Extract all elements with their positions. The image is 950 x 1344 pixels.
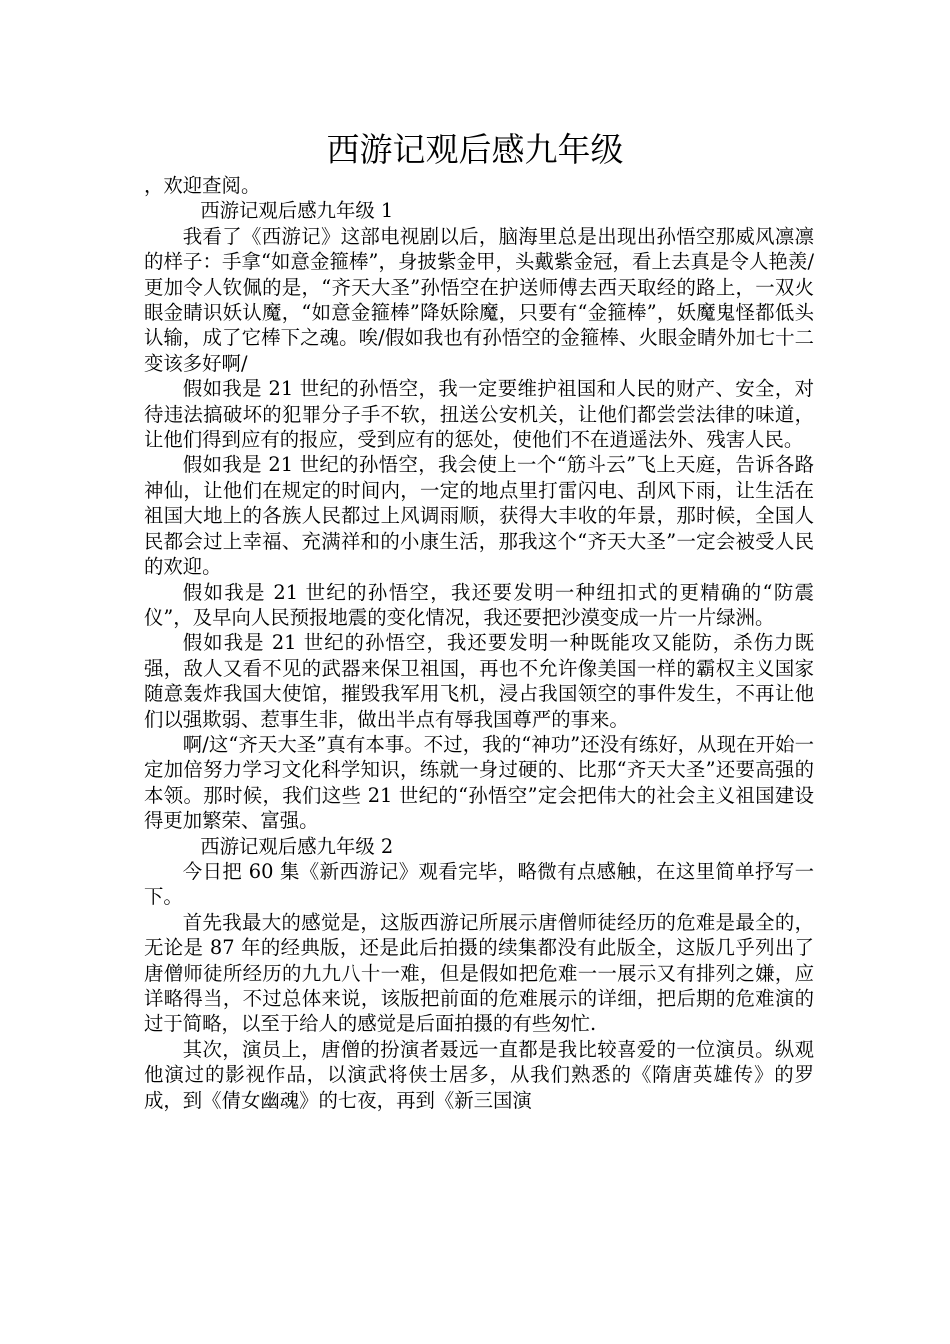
paragraph: 首先我最大的感觉是，这版西游记所展示唐僧师徒经历的危难是最全的，无论是 87 年的经典版，还是此后拍摄的续集都没有此版全，这版几乎列出了唐僧师徒所经历的九九八十一难，但是假如把危难一一展示又有排列之嫌，应详略得当，不过总体来说，该版把前面的危难展示的详细，把后期的危难演的过于简略，以至于给人的感觉是后面拍摄的有些匆忙. [144,910,814,1036]
paragraph: 我看了《西游记》这部电视剧以后，脑海里总是出现出孙悟空那威风凛凛的样子：手拿“如意金箍棒”，身披紫金甲，头戴紫金冠，看上去真是令人艳羡/更加令人钦佩的是，“齐天大圣”孙悟空在护送师傅去西天取经的路上，一双火眼金睛识妖认魔，“如意金箍棒”降妖除魔，只要有“金箍棒”，妖魔鬼怪都低头认输，成了它棒下之魂。唉/假如我也有孙悟空的金箍棒、火眼金睛外加七十二变该多好啊/ [144,224,814,375]
paragraph: 假如我是 21 世纪的孙悟空，我还要发明一种既能攻又能防，杀伤力既强，敌人又看不见的武器来保卫祖国，再也不允许像美国一样的霸权主义国家随意轰炸我国大使馆，摧毁我军用飞机，浸占我国领空的事件发生，不再让他们以强欺弱、惹事生非，做出半点有辱我国尊严的事来。 [144,631,814,731]
paragraph: 啊/这“齐天大圣”真有本事。不过，我的“神功”还没有练好，从现在开始一定加倍努力学习文化科学知识，练就一身过硬的、比那“齐天大圣”还要高强的本领。那时候，我们这些 21 世纪的“孙悟空”定会把伟大的社会主义祖国建设得更加繁荣、富强。 [144,732,814,833]
paragraph: 其次，演员上，唐僧的扮演者聂远一直都是我比较喜爱的一位演员。纵观他演过的影视作品，以演武将侠士居多，从我们熟悉的《隋唐英雄传》的罗成，到《倩女幽魂》的七夜，再到《新三国演 [144,1037,814,1112]
intro-line: ，欢迎查阅。 [144,174,261,197]
paragraph: 假如我是 21 世纪的孙悟空，我一定要维护祖国和人民的财产、安全，对待违法搞破坏的犯罪分子手不软，扭送公安机关，让他们都尝尝法律的味道，让他们得到应有的报应，受到应有的惩处，使他们不在逍遥法外、残害人民。 [144,377,814,452]
paragraph: 假如我是 21 世纪的孙悟空，我还要发明一种纽扣式的更精确的“防震仪”，及早向人民预报地震的变化情况，我还要把沙漠变成一片一片绿洲。 [144,580,814,629]
paragraph: 今日把 60 集《新西游记》观看完毕，略微有点感触，在这里简单抒写一下。 [144,859,814,909]
paragraph: 假如我是 21 世纪的孙悟空，我会使上一个“筋斗云”飞上天庭，告诉各路神仙，让他们在规定的时间内，一定的地点里打雷闪电、刮风下雨，让生活在祖国大地上的各族人民都过上风调雨顺，获得大丰收的年景，那时候，全国人民都会过上幸福、充满祥和的小康生活，那我这个“齐天大圣”一定会被受人民的欢迎。 [144,453,814,579]
document-body [144,173,814,1113]
document-title: 西游记观后感九年级 [326,130,624,169]
section-heading-1: 西游记观后感九年级 1 [200,199,394,223]
section-heading-2: 西游记观后感九年级 2 [200,834,394,858]
